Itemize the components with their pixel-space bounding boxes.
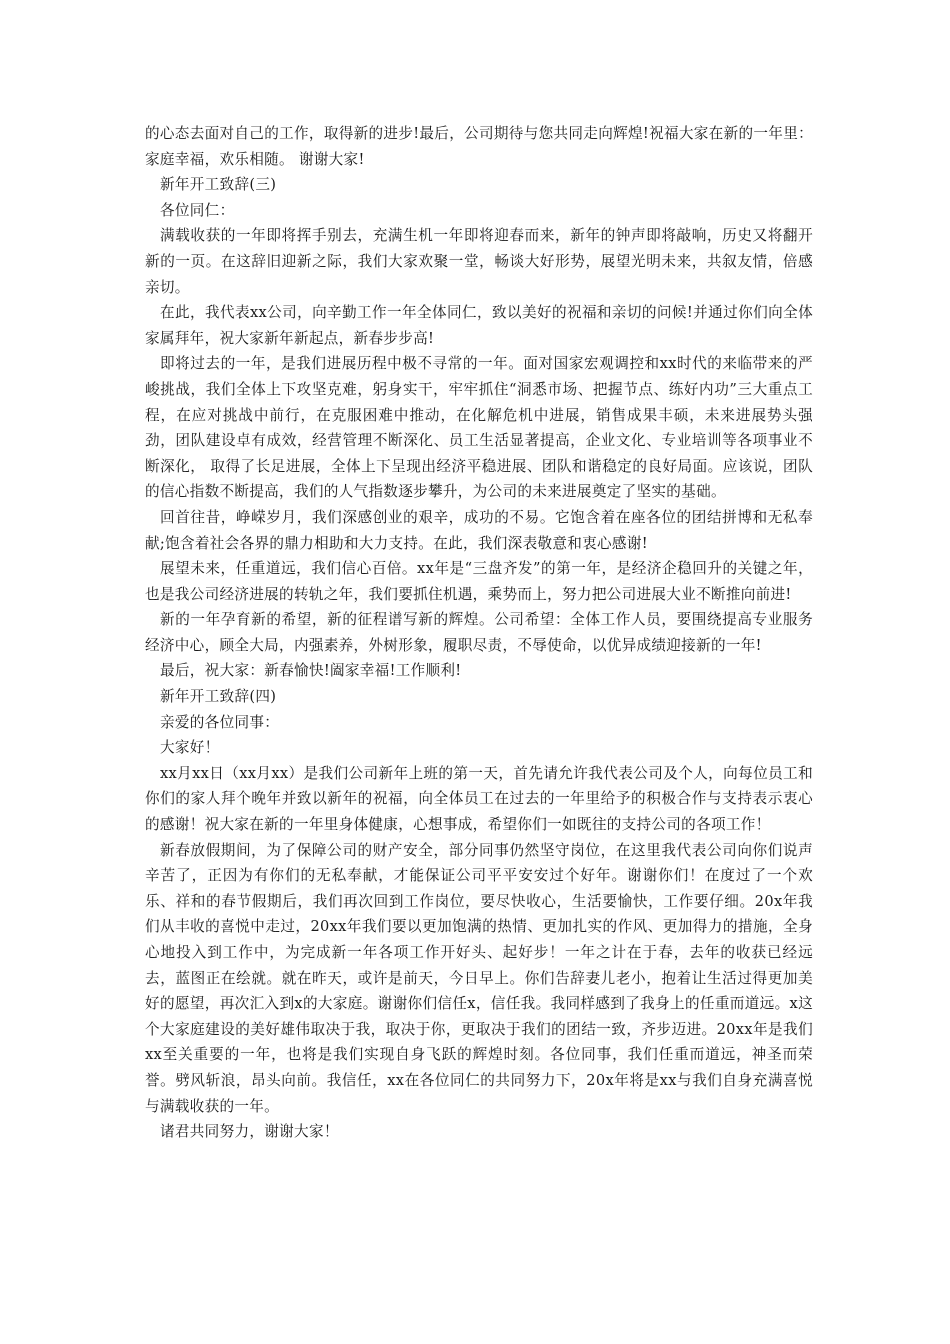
body-paragraph: 即将过去的一年，是我们进展历程中极不寻常的一年。面对国家宏观调控和xx时代的来临带来的严峻挑战，我们全体上下攻坚克难，躬身实干，牢牢抓住“洞悉市场、把握节点、练好内功”三大重点工程，在应对挑战中前行，在克服困难中推动，在化解危机中进展，销售成果丰硕，未来进展势头强劲，团队建设卓有成效，经营管理不断深化、员工生活显著提高，企业文化、专业培训等各项事业不断深化， 取得了长足进展，全体上下呈现出经济平稳进展、团队和谐稳定的良好局面。应该说，团队的信心指数不断提高，我们的人气指数逐步攀升，为公司的未来进展奠定了坚实的基础。 xyxy=(145,355,813,501)
body-paragraph: 展望未来，任重道远，我们信心百倍。xx年是“三盘齐发”的第一年，是经济企稳回升的关键之年，也是我公司经济进展的转轨之年，我们要抓住机遇，乘势而上，努力把公司进展大业不断推向前进! xyxy=(145,560,813,603)
section-heading-4: 新年开工致辞(四) xyxy=(160,688,277,706)
greeting: 大家好！ xyxy=(160,739,220,757)
body-paragraph: 满载收获的一年即将挥手别去，充满生机一年即将迎春而来，新年的钟声即将敲响，历史又将翻开新的一页。在这辞旧迎新之际，我们大家欢聚一堂，畅谈大好形势，展望光明未来，共叙友情，倍感亲切。 xyxy=(145,227,813,296)
document-body xyxy=(145,121,813,1145)
salutation: 各位同仁： xyxy=(160,201,235,219)
body-paragraph: 最后，祝大家：新春愉快!阖家幸福!工作顺利! xyxy=(160,662,462,680)
body-paragraph: 新春放假期间，为了保障公司的财产安全，部分同事仍然坚守岗位，在这里我代表公司向你们说声辛苦了，正因为有你们的无私奉献，才能保证公司平平安安过个好年。谢谢你们！在度过了一个欢乐、祥和的春节假期后，我们再次回到工作岗位，要尽快收心，生活要愉快，工作要仔细。20x年我们从丰收的喜悦中走过，20xx年我们要以更加饱满的热情、更加扎实的作风、更加得力的措施，全身心地投入到工作中，为完成新一年各项工作开好头、起好步！一年之计在于春，去年的收获已经远去，蓝图正在绘就。就在昨天，或许是前天，今日早上。你们告辞妻儿老小，抱着让生活过得更加美好的愿望，再次汇入到x的大家庭。谢谢你们信任x，信任我。我同样感到了我身上的任重而道远。x这个大家庭建设的美好雄伟取决于我，取决于你，更取决于我们的团结一致，齐步迈进。20xx年是我们xx至关重要的一年，也将是我们实现自身飞跃的辉煌时刻。各位同事，我们任重而道远，神圣而荣誉。劈风斩浪，昂头向前。我信任，xx在各位同仁的共同努力下，20x年将是xx与我们自身充满喜悦与满载收获的一年。 xyxy=(145,841,813,1115)
body-paragraph: 回首往昔，峥嵘岁月，我们深感创业的艰辛，成功的不易。它饱含着在座各位的团结拼博和无私奉献;饱含着社会各界的鼎力相助和大力支持。在此，我们深表敬意和衷心感谢! xyxy=(145,508,813,552)
continuation-paragraph: 的心态去面对自己的工作，取得新的进步!最后，公司期待与您共同走向辉煌!祝福大家在新的一年里：家庭幸福，欢乐相随。 谢谢大家! xyxy=(145,125,813,168)
body-paragraph: 新的一年孕育新的希望，新的征程谱写新的辉煌。公司希望：全体工作人员，要围绕提高专业服务经济中心，顾全大局，内强素养，外树形象，履职尽责，不辱使命，以优异成绩迎接新的一年! xyxy=(145,611,813,654)
closing-paragraph: 诸君共同努力，谢谢大家！ xyxy=(160,1123,339,1141)
section-heading-3: 新年开工致辞(三) xyxy=(160,176,277,194)
body-paragraph: 在此，我代表xx公司，向辛勤工作一年全体同仁，致以美好的祝福和亲切的问候!并通过你们向全体家属拜年，祝大家新年新起点，新春步步高! xyxy=(145,304,813,347)
salutation: 亲爱的各位同事： xyxy=(160,713,280,731)
body-paragraph: xx月xx日（xx月xx）是我们公司新年上班的第一天，首先请允许我代表公司及个人，向每位员工和你们的家人拜个晚年并致以新年的祝福，向全体员工在过去的一年里给予的积极合作与支持表示衷心的感谢！祝大家在新的一年里身体健康，心想事成，希望你们一如既往的支持公司的各项工作！ xyxy=(145,764,813,834)
